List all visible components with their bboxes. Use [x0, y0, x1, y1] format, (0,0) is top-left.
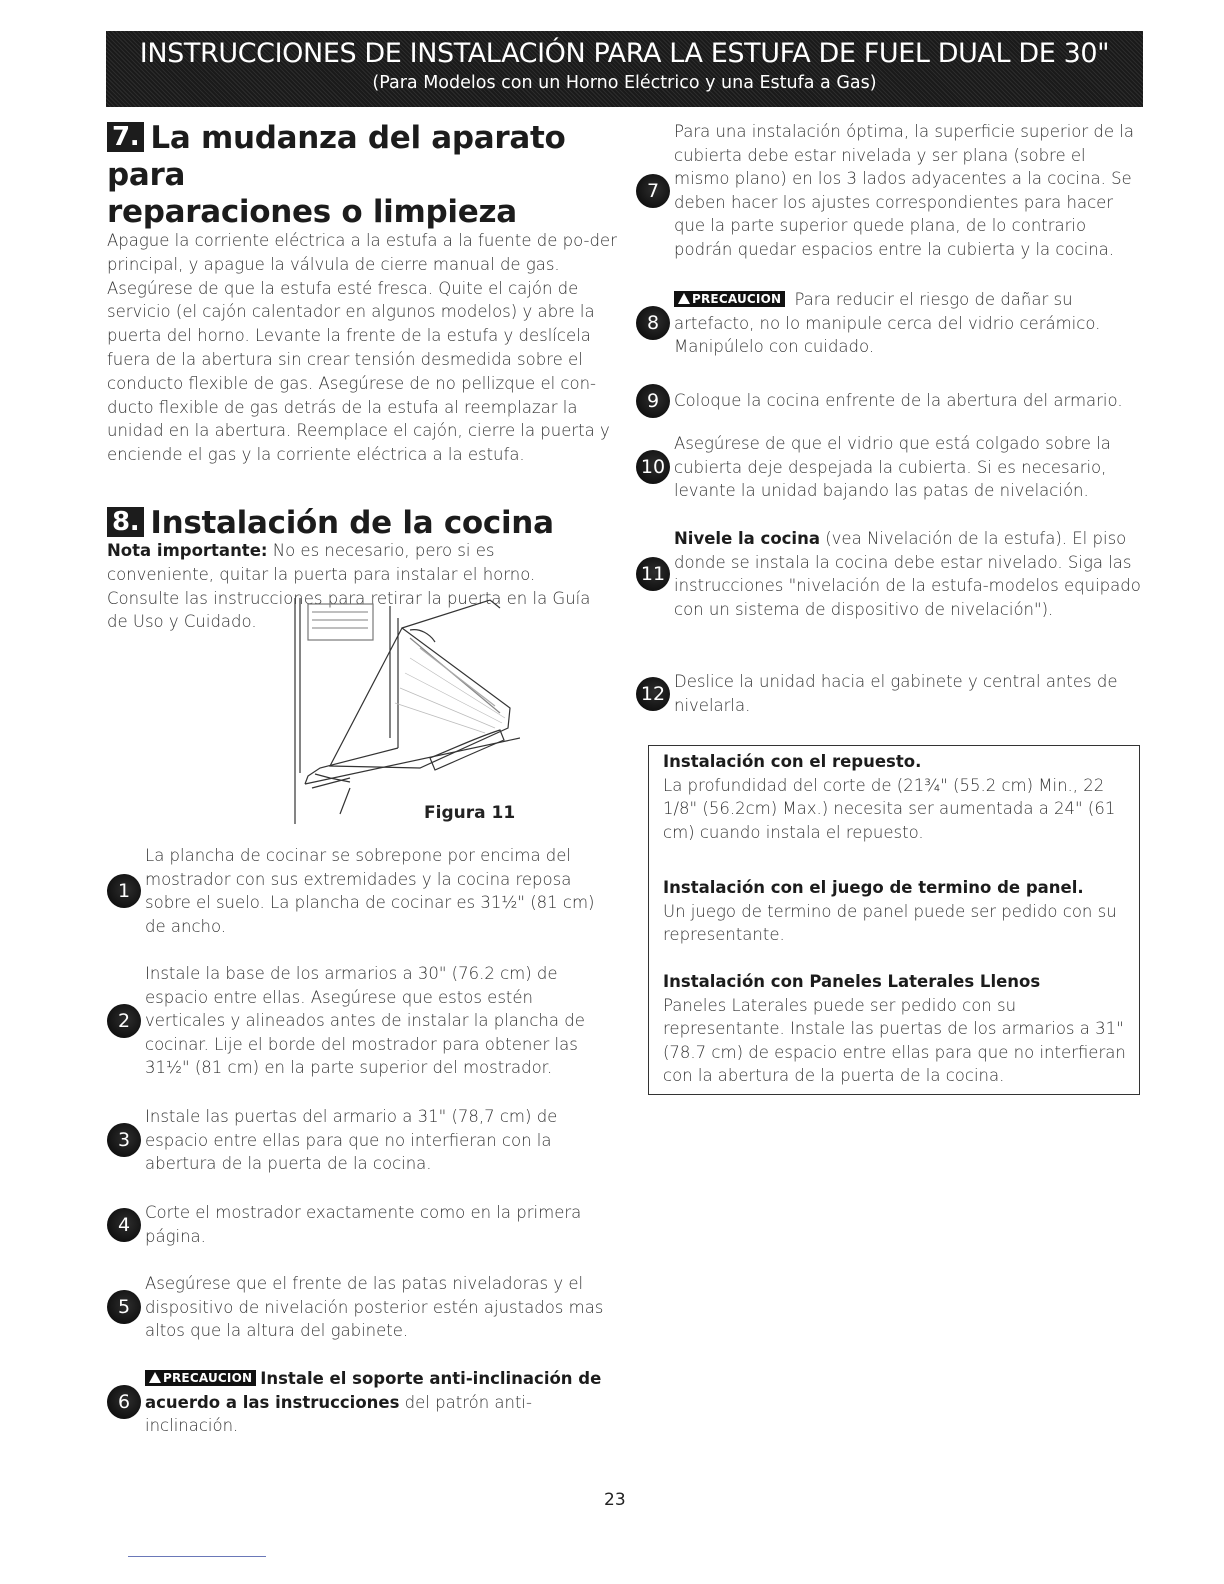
warning-triangle-icon [678, 293, 690, 304]
step-2 [107, 962, 617, 1080]
step-4-number: 4 [107, 1208, 141, 1242]
box-item-3-title: Instalación con Paneles Laterales Llenos [663, 972, 1041, 991]
step-10 [636, 432, 1146, 503]
step-7-number: 7 [636, 174, 670, 208]
box-item-2-text: Un juego de termino de panel puede ser pedido con su representante. [663, 901, 1117, 945]
step-11 [636, 527, 1146, 621]
page-title: INSTRUCCIONES DE INSTALACIÓN PARA LA ESTUFA DE FUEL DUAL DE 30" [139, 38, 1110, 69]
step-5 [107, 1272, 617, 1343]
step-11-bold: Nivele la cocina [674, 529, 820, 548]
step-6-rest: del patrón anti-inclinación. [145, 1392, 532, 1436]
box-item-1-title: Instalación con el repuesto. [663, 752, 922, 771]
step-8-text [674, 288, 1142, 359]
step-11-text [674, 527, 1142, 621]
page-subtitle: (Para Modelos con un Horno Eléctrico y una Estufa a Gas) [372, 73, 877, 93]
section-7-title-line2: reparaciones o limpieza [107, 194, 517, 230]
step-9 [636, 384, 1156, 418]
step-6-number: 6 [107, 1385, 141, 1419]
step-11-rest: (vea Nivelación de la estufa). El piso donde se instala la cocina debe estar nivelado. Siga las instrucciones "nivelación de la estufa-modelos equipado con un sistema de dispositivo de nivelación"). [674, 529, 1141, 619]
page-number: 23 [604, 1490, 626, 1510]
note-label: Nota importante: [107, 540, 268, 560]
section-7-body: Apague la corriente eléctrica a la estufa a la fuente de po-der principal, y apague la válvula de cierre manual de gas. Asegúrese de que la estufa esté fresca. Quite el cajón de servicio (el cajón calentador en algunos modelos) y abre la puerta del horno. Levante la frente de la estufa y deslícela fuera de la abertura sin crear tensión desmedida sobre el conducto flexible de gas. Asegúrese de no pellizque el con-ducto flexible de gas detrás de la estufa al reemplazar la unidad en la abertura. Reemplace el cajón, cierre la puerta y enciende el gas y la corriente eléctrica a la estufa. [107, 231, 617, 465]
caution-label: PRECAUCION [692, 292, 782, 306]
step-2-text: Instale la base de los armarios a 30" (76.2 cm) de espacio entre ellas. Asegúrese que estos estén verticales y alineados antes de instalar la plancha de cocinar. Lije el borde del mostrador para obtener las 31½" (81 cm) en la parte superior del mostrador. [145, 964, 585, 1078]
step-8 [636, 288, 1146, 359]
footer-rule [128, 1556, 266, 1557]
step-4 [107, 1201, 617, 1248]
warning-triangle-icon [149, 1372, 161, 1383]
step-8-rest: Para reducir el riesgo de dañar su artefacto, no lo manipule cerca del vidrio cerámico. Manipúlelo con cuidado. [674, 290, 1101, 357]
step-10-number: 10 [636, 450, 670, 484]
accessory-info-box [648, 745, 1140, 1095]
step-10-text: Asegúrese de que el vidrio que está colgado sobre la cubierta deje despejada la cubierta. Si es necesario, levante la unidad bajando las patas de nivelación. [674, 434, 1111, 501]
step-12 [636, 670, 1146, 717]
step-9-text: Coloque la cocina enfrente de la abertura del armario. [674, 391, 1123, 411]
step-6-bold: Instale el soporte anti-inclinación de acuerdo a las instrucciones [145, 1369, 602, 1412]
step-3-number: 3 [107, 1123, 141, 1157]
box-item-2-title: Instalación con el juego de termino de panel. [663, 878, 1084, 897]
step-8-number: 8 [636, 306, 670, 340]
box-item-3-text: Paneles Laterales puede ser pedido con su representante. Instale las puertas de los armarios a 31" (78.7 cm) de espacio entre ellas para que no interfieran con la abertura de la puerta de la cocina. [663, 995, 1126, 1086]
step-1-number: 1 [107, 874, 141, 908]
section-8-heading [107, 505, 617, 542]
section-8-title: Instalación de la cocina [150, 504, 554, 541]
step-11-number: 11 [636, 557, 670, 591]
note-text: No es necesario, pero si es conveniente, quitar la puerta para instalar el horno. Consulte las instrucciones para retirar la puerta en la Guía de Uso y Cuidado. [107, 540, 591, 632]
step-1 [107, 844, 617, 938]
step-6 [107, 1367, 617, 1438]
caution-badge [145, 1370, 256, 1386]
left-column [107, 120, 617, 634]
box-item-repuesto [663, 750, 1133, 844]
box-item-paneles-laterales [663, 970, 1133, 1088]
step-2-number: 2 [107, 1004, 141, 1038]
step-3-text: Instale las puertas del armario a 31" (78,7 cm) de espacio entre ellas para que no interfieran con la abertura de la puerta de la cocina. [145, 1107, 558, 1174]
step-6-text [145, 1367, 607, 1438]
step-12-number: 12 [636, 677, 670, 711]
step-12-text: Deslice la unidad hacia el gabinete y central antes de nivelarla. [674, 672, 1118, 715]
box-item-panel [663, 876, 1133, 947]
oven-door-figure [290, 598, 520, 824]
figure-caption: Figura 11 [424, 803, 516, 823]
caution-badge [674, 291, 785, 307]
step-5-text: Asegúrese que el frente de las patas niveladoras y el dispositivo de nivelación posterior estén ajustados mas altos que la altura del gabinete. [145, 1274, 604, 1341]
step-3 [107, 1105, 617, 1176]
caution-label: PRECAUCION [163, 1371, 253, 1385]
box-item-1-text: La profundidad del corte de (21¾" (55.2 cm) Min., 22 1/8" (56.2cm) Max.) necesita ser aumentada a 24" (61 cm) cuando instala el repuesto. [663, 775, 1116, 842]
section-8-number: 8. [107, 507, 144, 537]
section-7-title-line1: La mudanza del aparato para [107, 120, 566, 193]
step-7 [636, 120, 1146, 262]
step-7-text: Para una instalación óptima, la superficie superior de la cubierta debe estar nivelada y ser plana (sobre el mismo plano) en los 3 lados adyacentes a la cocina. Se deben hacer los ajustes correspondientes para hacer que la parte superior quede plana, de lo contrario podrán quedar espacios entre la cubierta y la cocina. [674, 122, 1134, 259]
step-1-text: La plancha de cocinar se sobrepone por encima del mostrador con sus extremidades y la cocina reposa sobre el suelo. La plancha de cocinar es 31½" (81 cm) de ancho. [145, 846, 595, 936]
section-7-number: 7. [107, 122, 144, 152]
step-9-number: 9 [636, 384, 670, 418]
section-7-heading [107, 120, 617, 231]
step-4-text: Corte el mostrador exactamente como en la primera página. [145, 1203, 582, 1246]
step-5-number: 5 [107, 1290, 141, 1324]
header-banner [106, 31, 1143, 107]
